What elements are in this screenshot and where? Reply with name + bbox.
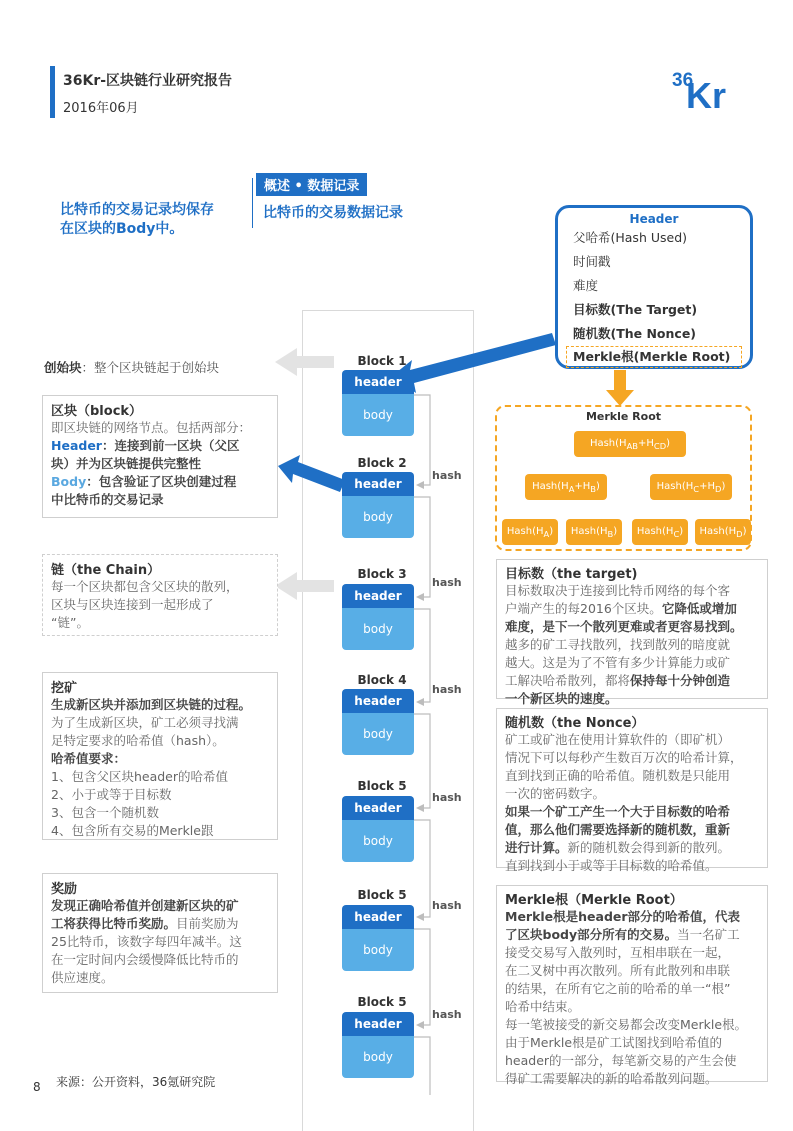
block-label: Block 3 [357,567,407,581]
report-date: 2016年06月 [63,101,139,116]
block-label: Block 5 [357,779,407,793]
header-field: 随机数(The Nonce) [573,326,697,341]
target-line: 难度，是下一个散列更难或者更容易找到。 [505,619,743,634]
chain-box-title: 链（the Chain） [51,563,161,578]
block-box-line: 即区块链的网络节点。包括两部分： [51,420,252,435]
block-6[interactable] [342,905,414,971]
chain-line-3: “链”。 [51,615,89,630]
report-title: 36Kr-区块链行业研究报告 [63,73,233,89]
block-1[interactable] [342,370,414,436]
reward-line-2-bold: 工将获得比特币奖励。 [51,916,177,931]
block-header: header [342,689,414,713]
merkle-box-title: Merkle根（Merkle Root） [505,893,683,908]
block-label: Block 2 [357,456,407,470]
mining-line-2: 为了生成新区块，矿工必须寻找满 [51,715,239,730]
target-box [496,559,768,706]
target-line-bold: 保持每十分钟创造 [630,673,731,688]
reward-line-2-rest: 目前奖励为 [176,916,239,931]
header-fields-box [555,205,753,369]
block-header: header [342,1012,414,1036]
merkle-root-node: $Hash(H_{AB}+H_{CD})$ [574,431,686,457]
target-line: 越大。这是为了不管有多少计算能力或矿 [505,655,731,670]
merkle-arrow-shaft [614,370,626,392]
source-note: 来源：公开资料，36氪研究院 [56,1075,216,1089]
chain-definition-box [42,554,278,636]
header-box-title: Header [629,212,679,226]
merkle-node-ab: $Hash(H_A+H_B)$ [525,474,607,500]
block-header: header [342,796,414,820]
merkle-sub: B [590,484,597,494]
merkle-title: Merkle Root [585,410,662,423]
body-key: Body [51,474,87,489]
nonce-line: 值，那么他们需要选择新的随机数，重新 [505,822,731,837]
section-tag: 概述 • 数据记录 [256,173,367,196]
block-label: Block 4 [357,673,407,687]
merkle-text: Hash(H [532,481,569,492]
genesis-note [44,358,219,376]
reward-line-4: 在一定时间内会缓慢降低比特币的 [51,952,239,967]
merkle-sub: C [673,529,680,539]
intro-line-1: 比特币的交易记录均保存 [60,202,214,218]
hash-label: hash [432,791,462,804]
block-body: body [342,394,414,436]
header-field: 父哈希(Hash Used) [573,230,688,245]
target-line: 越多的矿工寻找散列，找到散列的暗度就 [505,637,731,652]
hash-label: hash [432,469,462,482]
header-desc-2: 块）并为区块链提供完整性 [51,456,202,471]
target-line [505,600,759,618]
header-field-merkle: Merkle根(Merkle Root) [566,346,742,368]
merkle-tree-box [495,405,752,551]
block-5[interactable] [342,796,414,862]
mining-item: 1、包含父区块header的哈希值 [51,769,228,784]
nonce-line: 一次的密码数字。 [505,786,606,801]
merkle-sub: D [715,484,722,494]
block-header: header [342,584,414,608]
nonce-line: 情况下可以每秒产生数百万次的哈希计算， [505,750,743,765]
reward-line-2 [51,915,269,933]
nonce-line: 矿工或矿池在使用计算软件的（即矿机） [505,732,731,747]
block-definition-box [42,395,278,518]
mining-box [42,672,278,840]
block-header: header [342,472,414,496]
merkle-text: Hash(H [656,481,694,492]
header-field: 时间戳 [573,254,611,269]
merkle-line: 由于Merkle根是矿工试图找到哈希值的 [505,1035,723,1050]
chain-line-1: 每一个区块都包含父区块的散列， [51,579,239,594]
block-7[interactable] [342,1012,414,1078]
merkle-line: 哈希中结束。 [505,999,581,1014]
section-subtitle: 比特币的交易数据记录 [263,205,403,221]
block-body: body [342,713,414,755]
merkle-line [505,926,759,944]
genesis-pointer [275,348,334,376]
merkle-sub: C [693,484,700,494]
block-body: body [342,1036,414,1078]
merkle-line-text: 当一名矿工 [677,927,740,942]
target-line: 一个新区块的速度。 [505,691,618,706]
merkle-text: Hash(H [589,438,627,449]
block-body: body [342,496,414,538]
reward-line-1: 发现正确哈希值并创建新区块的矿 [51,898,239,913]
block-box-title: 区块（block） [51,404,143,419]
block-3[interactable] [342,584,414,650]
merkle-sub: A [543,529,550,539]
merkle-sub: AB [626,441,638,451]
merkle-leaf-a: $Hash(H_A)$ [502,519,558,545]
nonce-line [505,839,759,857]
target-line-text: 户端产生的每2016个区块。 [505,601,662,616]
mining-item: 2、小于或等于目标数 [51,787,172,802]
block-2[interactable] [342,472,414,538]
block-body: body [342,820,414,862]
genesis-label: 创始块 [44,360,82,375]
block-header: header [342,370,414,394]
page-number: 8 [33,1080,41,1094]
block-label: Block 1 [357,354,407,368]
merkle-line: Merkle根是header部分的哈希值，代表 [505,909,741,924]
merkle-line: 的结果，在所有它之前的哈希的单一“根” [505,981,731,996]
block-body: body [342,608,414,650]
nonce-line-bold: 进行计算。 [505,840,568,855]
merkle-text: Hash(H [699,526,737,537]
merkle-line: 在二叉树中再次散列。所有此散列和串联 [505,963,731,978]
mining-title: 挖矿 [51,681,78,696]
block-body: body [342,929,414,971]
merkle-text: Hash(H [506,526,544,537]
nonce-line-text: 新的随机数会得到新的散列。 [567,840,731,855]
block-box-body-line [51,473,269,491]
mining-line-3: 足特定要求的哈希值（hash）。 [51,733,225,748]
hash-label: hash [432,683,462,696]
block-box-header-line [51,437,269,455]
merkle-sub: B [607,529,614,539]
merkle-sub: CD [653,441,667,451]
merkle-sub: A [568,484,575,494]
merkle-line: header的一部分，每笔新交易的产生会使 [505,1053,737,1068]
chain-line-2: 区块与区块连接到一起形成了 [51,597,214,612]
merkle-leaf-b: $Hash(H_B)$ [566,519,622,545]
merkle-leaf-d: $Hash(H_D)$ [695,519,751,545]
nonce-line: 如果一个矿工产生一个大于目标数的哈希 [505,804,731,819]
merkle-root-box [496,885,768,1086]
header-field: 难度 [573,278,599,293]
intro-line-2: 在区块的Body中。 [60,221,184,237]
header-desc-1: ：连接到前一区块（父区 [101,438,240,453]
merkle-text: Hash(H [636,526,674,537]
reward-title: 奖励 [51,882,78,897]
merkle-sub: D [736,529,743,539]
merkle-node-cd: $Hash(H_C+H_D)$ [650,474,732,500]
hash-label: hash [432,1008,462,1021]
merkle-leaf-c: $Hash(H_C)$ [632,519,688,545]
mining-line-1: 生成新区块并添加到区块链的过程。 [51,697,252,712]
merkle-line-bold: 了区块body部分所有的交易。 [505,927,678,942]
block-label: Block 5 [357,888,407,902]
target-line: 目标数取决于连接到比特币网络的每个客 [505,583,731,598]
reward-line-5: 供应速度。 [51,970,114,985]
merkle-line: 接受交易写入散列时，互相串联在一起， [505,945,731,960]
hash-arrowheads [416,481,424,1029]
body-desc-2: 中比特币的交易记录 [51,492,164,507]
merkle-line: 每一笔被接受的新交易都会改变Merkle根。 [505,1017,748,1032]
reward-box [42,873,278,993]
body-desc-1: ：包含验证了区块创建过程 [86,474,237,489]
mining-item: 4、包含所有交易的Merkle跟 [51,823,214,838]
chain-pointer [275,572,334,600]
nonce-line: 直到找到正确的哈希值。随机数是只能用 [505,768,731,783]
logo-kr: Kr [686,75,727,110]
block-label: Block 5 [357,995,407,1009]
merkle-arrow-head [606,390,634,406]
genesis-text: ：整个区块链起于创始块 [81,360,220,375]
mining-line-4: 哈希值要求： [51,751,127,766]
merkle-line: 得矿工需要解决的新的哈希散列问题。 [505,1071,718,1086]
hash-label: hash [432,899,462,912]
nonce-title: 随机数（the Nonce） [505,716,645,731]
nonce-line: 直到找到小于或等于目标数的哈希值。 [505,858,718,873]
header-field: 目标数(The Target) [573,302,698,317]
hash-label: hash [432,576,462,589]
block2-to-block-box-arrow [278,455,345,492]
merkle-text: Hash(H [570,526,608,537]
nonce-box [496,708,768,873]
header-key: Header [51,438,102,453]
merkle-text: +H [638,438,654,449]
block-header: header [342,905,414,929]
mining-item: 3、包含一个随机数 [51,805,159,820]
reward-line-3: 25比特币，该数字每四年减半。这 [51,934,242,949]
target-line-text: 工解决哈希散列，都将 [505,673,631,688]
target-line-bold: 它降低或增加 [661,601,737,616]
logo-36: 36 [672,70,694,91]
target-title: 目标数（the target) [505,567,638,582]
target-line [505,672,759,690]
block-4[interactable] [342,689,414,755]
